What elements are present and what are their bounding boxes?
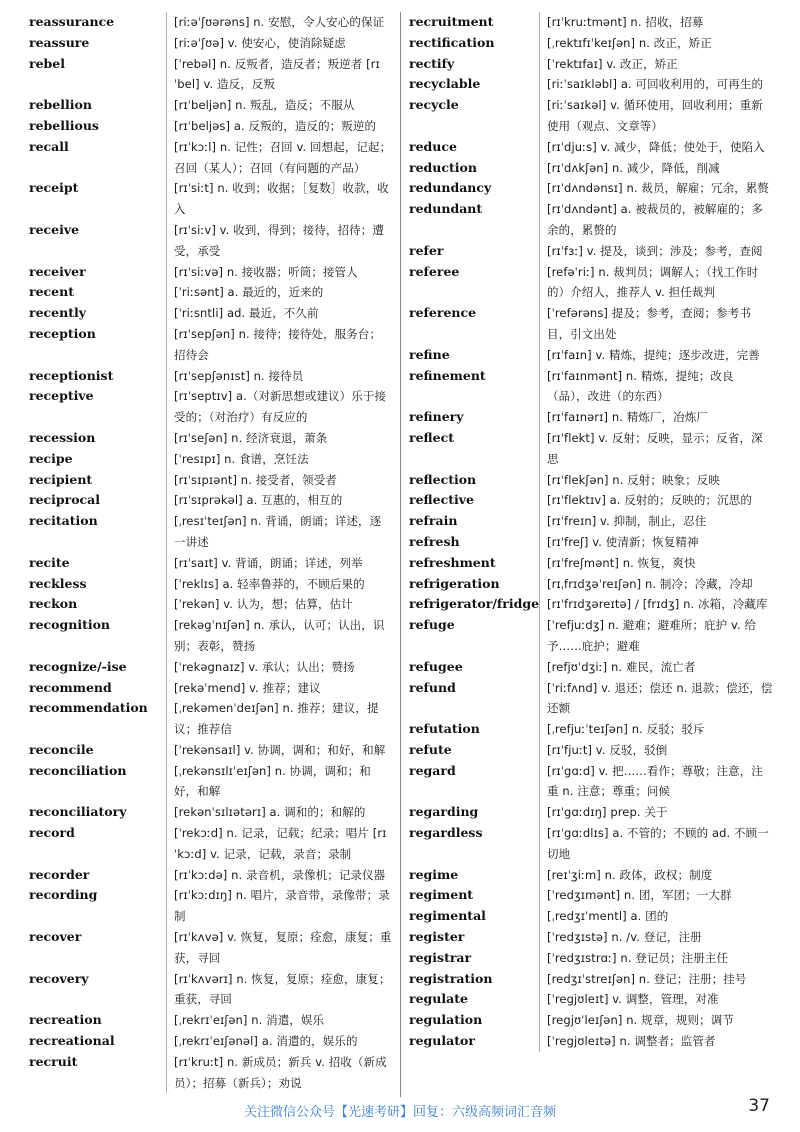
headword: refrigerator/fridge <box>409 596 540 612</box>
headword: rebel <box>29 55 65 71</box>
headword: refine <box>409 346 450 362</box>
definition: [rɪˈfaɪn] v. 精炼，提纯；逐步改进，完善 <box>547 347 760 362</box>
definition: [rekəgˈnɪʃən] n. 承认，认可；认出，识别；表彰，赞扬 <box>174 618 385 653</box>
headword: rectify <box>409 55 455 71</box>
headword: recipient <box>29 471 93 487</box>
word-entry <box>409 262 773 304</box>
word-entry <box>409 823 773 865</box>
word-entry <box>29 33 392 54</box>
word-entry <box>29 220 392 262</box>
word-entry <box>409 407 773 428</box>
definition: [rɪˈsiːvə] n. 接收器；听筒；接管人 <box>174 264 358 279</box>
definition: [rekənˈsɪlɪətərɪ] a. 调和的；和解的 <box>174 805 366 820</box>
definition: [rɪˈfaɪnərɪ] n. 精炼厂，冶炼厂 <box>547 410 708 425</box>
word-entry <box>409 802 773 823</box>
definition: [riːəˈʃʊərəns] n. 安慰，令人安心的保证 <box>174 15 385 29</box>
word-entry <box>29 116 392 137</box>
definition: [regjʊˈleɪʃən] n. 规章，规则；调节 <box>547 1013 734 1028</box>
headword: regard <box>409 762 456 778</box>
headword: receive <box>29 221 80 237</box>
definition: [ˌrefjuːˈteɪʃən] n. 反驳；驳斥 <box>547 722 705 737</box>
definition: [rɪˈkɔːdɪŋ] n. 唱片，录音带，录像带；录制 <box>174 888 390 924</box>
word-entry <box>29 802 392 823</box>
definition: [rɪˈseptɪv] a.（对新思想或建议）乐于接受的；（对治疗）有反应的 <box>174 389 387 425</box>
definition: [ˌrekrɪˈeɪʃənəl] a. 消遣的，娱乐的 <box>174 1034 358 1049</box>
definition: [rɪˈsepʃən] n. 接待；接待处，服务台；招待会 <box>174 326 382 362</box>
definition: [ˈrekənsaɪl] v. 协调，调和；和好，和解 <box>174 742 386 757</box>
word-entry <box>409 428 773 470</box>
word-entry <box>409 178 773 199</box>
definition: [rɪˈfreɪn] v. 抑制，制止，忍住 <box>547 514 707 529</box>
headword: refutation <box>409 721 480 737</box>
definition: [rɪˈdjuːs] v. 减少，降低；使处于，使陷入 <box>547 139 765 154</box>
headword: regulation <box>409 1012 483 1028</box>
headword: rebellious <box>29 117 99 133</box>
definition: [rɪˈsɪpɪənt] n. 接受者，领受者 <box>174 472 337 487</box>
headword: recorder <box>29 866 90 882</box>
headword: registrar <box>409 949 472 965</box>
headword: recitation <box>29 513 98 529</box>
word-entry <box>29 823 392 865</box>
word-entry <box>409 594 773 615</box>
left-column-separator <box>166 12 167 1093</box>
definition: [rɪˈsepʃənɪst] n. 接待员 <box>174 368 304 383</box>
headword: refund <box>409 679 456 695</box>
headword: reduction <box>409 159 477 175</box>
definition: [riːˈsaɪkəl] v. 循环使用，回收利用；重新使用（观点、文章等） <box>547 98 763 133</box>
word-entry <box>409 553 773 574</box>
headword: reassure <box>29 34 90 50</box>
definition: [rɪˈsiːt] n. 收到；收据；［复数］收款，收入 <box>174 181 389 217</box>
headword: refer <box>409 242 444 258</box>
word-entry <box>29 1010 392 1031</box>
word-entry <box>409 761 773 803</box>
headword: regulator <box>409 1033 475 1049</box>
word-entry <box>29 54 392 96</box>
definition: [rɪˈflekt] v. 反射；反映，显示；反省，深思 <box>547 430 763 466</box>
word-entry <box>29 137 392 179</box>
definition: [rɪˈgɑːd] v. 把……看作；尊敬；注意，注重 n. 注意；尊重；问候 <box>547 763 763 799</box>
definition: [rɪˈkʌvərɪ] n. 恢复，复原；痊愈，康复；重获，寻回 <box>174 971 391 1007</box>
headword: recently <box>29 305 86 321</box>
headword: recipe <box>29 450 73 466</box>
headword: registration <box>409 970 493 986</box>
definition: [ˈrekəgnaɪz] v. 承认；认出；赞扬 <box>174 659 355 674</box>
definition: [rɪˈkɔːl] n. 记性；召回 v. 回想起，记起；召回（某人）；召回（有问题的产品） <box>174 139 392 175</box>
headword: recite <box>29 554 70 570</box>
headword: recent <box>29 284 74 300</box>
definition: [rɪˈbeljən] n. 叛乱，造反；不服从 <box>174 98 355 113</box>
definition: [riːəˈʃʊə] v. 使安心，使消除疑虑 <box>174 35 346 50</box>
word-entry <box>409 199 773 241</box>
definition: [rɪˈsaɪt] v. 背诵，朗诵；详述，列举 <box>174 555 363 570</box>
word-entry <box>409 1010 773 1031</box>
definition: [rɪˈfreʃ] v. 使清新；恢复精神 <box>547 534 699 549</box>
headword: reception <box>29 325 96 341</box>
column-divider <box>400 12 401 1097</box>
headword: redundancy <box>409 180 492 196</box>
word-entry <box>409 137 773 158</box>
word-entry <box>29 678 392 699</box>
headword: refrain <box>409 513 458 529</box>
headword: regardless <box>409 825 483 841</box>
definition: [ˌrekrɪˈeɪʃən] n. 消遣，娱乐 <box>174 1013 325 1028</box>
word-entry <box>29 553 392 574</box>
headword: reflect <box>409 429 454 445</box>
definition: [rekəˈmend] v. 推荐；建议 <box>174 680 321 695</box>
word-entry <box>409 948 773 969</box>
word-entry <box>409 719 773 740</box>
definition: [rɪˈkruːt] n. 新成员；新兵 v. 招收（新成员）；招募（新兵）；劝说 <box>174 1054 387 1090</box>
definition: [ˈrekən] v. 认为，想；估算，估计 <box>174 597 353 612</box>
definition: [ˈrekɔːd] n. 记录，记载；纪录；唱片 [rɪˈkɔːd] v. 记录，记载，录音；录制 <box>174 826 387 861</box>
word-entry <box>409 532 773 553</box>
headword: referee <box>409 263 460 279</box>
word-entry <box>409 470 773 491</box>
definition: [ˌredʒɪˈmentl] a. 团的 <box>547 909 669 924</box>
definition: [rɪˈsɪprəkəl] a. 互惠的，相互的 <box>174 493 343 508</box>
definition: [riːˈsaɪkləbl] a. 可回收利用的，可再生的 <box>547 77 764 92</box>
word-entry <box>29 428 392 449</box>
word-entry <box>29 594 392 615</box>
definition: [rɪˈdʌndənsɪ] n. 裁员，解雇；冗余，累赘 <box>547 181 770 196</box>
headword: regime <box>409 866 459 882</box>
headword: reassurance <box>29 14 115 29</box>
definition: [rɪˈdʌndənt] a. 被裁员的，被解雇的；多余的，累赘的 <box>547 202 763 237</box>
definition: [refəˈriː] n. 裁判员；调解人；（找工作时的）介绍人，推荐人 v. 担任裁判 <box>547 264 759 300</box>
headword: recreation <box>29 1012 102 1028</box>
headword: recyclable <box>409 76 481 92</box>
headword: rebellion <box>29 97 92 113</box>
word-entry <box>409 33 773 54</box>
definition: [redʒɪˈstreɪʃən] n. 登记；注册；挂号 <box>547 971 747 986</box>
definition: [rɪˈseʃən] n. 经济衰退，萧条 <box>174 430 328 445</box>
headword: refuge <box>409 617 455 633</box>
word-entry <box>409 885 773 906</box>
word-entry <box>29 12 392 33</box>
headword: reference <box>409 305 477 321</box>
definition: [ˈriːsntli] ad. 最近，不久前 <box>174 306 319 321</box>
definition: [ˈrefərəns] 提及；参考，查阅；参考书目，引文出处 <box>547 306 751 341</box>
word-entry <box>409 740 773 761</box>
word-entry <box>29 969 392 1011</box>
word-entry <box>409 865 773 886</box>
definition: [ˈreklɪs] a. 轻率鲁莽的，不顾后果的 <box>174 576 365 591</box>
definition: [rɪˈfreʃmənt] n. 恢复，爽快 <box>547 555 696 570</box>
word-entry <box>409 12 773 33</box>
word-entry <box>29 324 392 366</box>
word-entry <box>29 657 392 678</box>
word-entry <box>409 906 773 927</box>
definition: [rɪˈflektɪv] a. 反射的；反映的；沉思的 <box>547 493 752 508</box>
headword: reflection <box>409 471 477 487</box>
word-entry <box>409 303 773 345</box>
definition: [rɪˌfrɪdʒəˈreɪʃən] n. 制冷；冷藏，冷却 <box>547 576 753 591</box>
word-entry <box>409 574 773 595</box>
right-column <box>409 12 773 1052</box>
definition: [rɪˈfaɪnmənt] n. 精炼，提纯；改良（品），改进（的东西） <box>547 368 734 404</box>
right-column-separator <box>539 12 540 1052</box>
headword: reciprocal <box>29 492 101 508</box>
definition: [rɪˈsiːv] v. 收到，得到；接待，招待；遭受，承受 <box>174 222 384 258</box>
headword: regiment <box>409 887 474 903</box>
word-entry <box>29 927 392 969</box>
definition: [rɪˈfrɪdʒəreɪtə] / [frɪdʒ] n. 冰箱，冷藏库 <box>547 597 768 612</box>
headword: recall <box>29 138 69 154</box>
headword: refute <box>409 741 452 757</box>
headword: recognition <box>29 617 111 633</box>
word-entry <box>29 470 392 491</box>
headword: receiver <box>29 263 86 279</box>
word-entry <box>29 1052 392 1094</box>
word-entry <box>29 761 392 803</box>
definition: [ˈredʒɪmənt] n. 团，军团；一大群 <box>547 888 732 903</box>
definition: [rɪˈkɔːdə] n. 录音机，录像机；记录仪器 <box>174 867 386 882</box>
headword: refrigeration <box>409 575 500 591</box>
headword: refugee <box>409 658 463 674</box>
definition: [ˈregjʊleɪtə] n. 调整者；监管者 <box>547 1034 716 1049</box>
definition: [ˈresɪpɪ] n. 食谱，烹饪法 <box>174 451 309 466</box>
word-entry <box>409 54 773 75</box>
definition: [ˈredʒɪstə] n. /v. 登记，注册 <box>547 930 702 945</box>
headword: receptionist <box>29 367 114 383</box>
word-entry <box>29 282 392 303</box>
headword: regarding <box>409 804 479 820</box>
headword: receptive <box>29 388 94 404</box>
definition: [rɪˈgɑːdlɪs] a. 不管的；不顾的 ad. 不顾一切地 <box>547 826 769 861</box>
word-entry <box>409 969 773 990</box>
word-entry <box>409 615 773 657</box>
headword: recovery <box>29 970 89 986</box>
definition: [ˌrekənsɪlɪˈeɪʃən] n. 协调，调和；和好，和解 <box>174 763 371 799</box>
headword: refinement <box>409 367 486 383</box>
definition: [rɪˈgɑːdɪŋ] prep. 关于 <box>547 805 668 820</box>
word-entry <box>29 574 392 595</box>
headword: reconciliation <box>29 762 127 778</box>
left-column <box>29 12 392 1093</box>
headword: recognize/-ise <box>29 658 127 674</box>
word-entry <box>409 657 773 678</box>
word-entry <box>29 178 392 220</box>
definition: [ˌresɪˈteɪʃən] n. 背诵，朗诵；详述，逐一讲述 <box>174 514 382 549</box>
definition: [refjʊˈdʒiː] n. 难民，流亡者 <box>547 659 696 674</box>
headword: recording <box>29 887 98 903</box>
headword: recruit <box>29 1053 78 1069</box>
headword: refresh <box>409 533 460 549</box>
definition: [rɪˈfɜː] v. 提及，谈到；涉及；参考，查阅 <box>547 243 763 258</box>
definition: [rɪˈflekʃən] n. 反射；映象；反映 <box>547 472 720 487</box>
word-entry <box>29 449 392 470</box>
word-entry <box>409 366 773 408</box>
word-entry <box>409 1031 773 1052</box>
headword: record <box>29 825 75 841</box>
definition: [reɪˈʒiːm] n. 政体，政权；制度 <box>547 867 713 882</box>
word-entry <box>29 1031 392 1052</box>
headword: recommend <box>29 679 112 695</box>
definition: [ˌrektɪfɪˈkeɪʃən] n. 改正，矫正 <box>547 35 712 50</box>
word-entry <box>29 303 392 324</box>
definition: [ˌrekəmenˈdeɪʃən] n. 推荐；建议，提议；推荐信 <box>174 701 379 737</box>
headword: regulate <box>409 991 468 1007</box>
headword: refinery <box>409 409 464 425</box>
headword: refreshment <box>409 554 496 570</box>
word-entry <box>409 345 773 366</box>
headword: recession <box>29 429 96 445</box>
definition: [rɪˈfjuːt] v. 反驳，驳倒 <box>547 742 668 757</box>
headword: recycle <box>409 97 459 113</box>
headword: register <box>409 929 465 945</box>
headword: reflective <box>409 492 474 508</box>
definition: [ˈredʒɪstrɑː] n. 登记员；注册主任 <box>547 950 729 965</box>
definition: [ˈrefjuːdʒ] n. 避难；避难所；庇护 v. 给予……庇护；避难 <box>547 618 757 653</box>
word-entry <box>29 698 392 740</box>
definition: [rɪˈdʌkʃən] n. 减少，降低，削减 <box>547 160 720 175</box>
headword: recommendation <box>29 700 148 716</box>
definition: [ˈriːfʌnd] v. 退还；偿还 n. 退款；偿还，偿还额 <box>547 680 773 716</box>
word-entry <box>29 865 392 886</box>
word-entry <box>29 490 392 511</box>
footer-note: 关注微信公众号【光速考研】回复：六级高频词汇音频 <box>243 1105 556 1120</box>
headword: reconciliatory <box>29 804 127 820</box>
word-entry <box>29 95 392 116</box>
definition: [rɪˈkruːtmənt] n. 招收，招募 <box>547 15 704 29</box>
headword: recover <box>29 929 82 945</box>
headword: receipt <box>29 180 79 196</box>
page-number: 37 <box>748 1096 770 1116</box>
word-entry <box>409 241 773 262</box>
definition: [ˈregjʊleɪt] v. 调整，管理，对准 <box>547 992 719 1007</box>
headword: rectification <box>409 34 495 50</box>
word-entry <box>29 511 392 553</box>
word-entry <box>29 366 392 387</box>
definition: [ˈrebəl] n. 反叛者，造反者；叛逆者 [rɪˈbel] v. 造反，反叛 <box>174 56 380 92</box>
headword: recruitment <box>409 14 494 29</box>
word-entry <box>29 262 392 283</box>
headword: recreational <box>29 1033 115 1049</box>
headword: reckon <box>29 596 78 612</box>
definition: [ˈriːsənt] a. 最近的，近来的 <box>174 285 324 300</box>
word-entry <box>409 490 773 511</box>
headword: reduce <box>409 138 457 154</box>
word-entry <box>409 678 773 720</box>
word-entry <box>29 615 392 657</box>
definition: [ˈrektɪfaɪ] v. 改正，矫正 <box>547 56 678 71</box>
headword: regimental <box>409 908 486 924</box>
word-entry <box>409 989 773 1010</box>
headword: reconcile <box>29 741 94 757</box>
word-entry <box>409 511 773 532</box>
word-entry <box>409 95 773 137</box>
word-entry <box>409 927 773 948</box>
word-entry <box>409 74 773 95</box>
definition: [rɪˈkʌvə] v. 恢复，复原；痊愈，康复；重获，寻回 <box>174 930 392 965</box>
word-entry <box>409 158 773 179</box>
word-entry <box>29 740 392 761</box>
word-entry <box>29 885 392 927</box>
headword: redundant <box>409 201 483 217</box>
headword: reckless <box>29 575 87 591</box>
word-entry <box>29 386 392 428</box>
definition: [rɪˈbeljəs] a. 反叛的，造反的；叛逆的 <box>174 118 377 133</box>
